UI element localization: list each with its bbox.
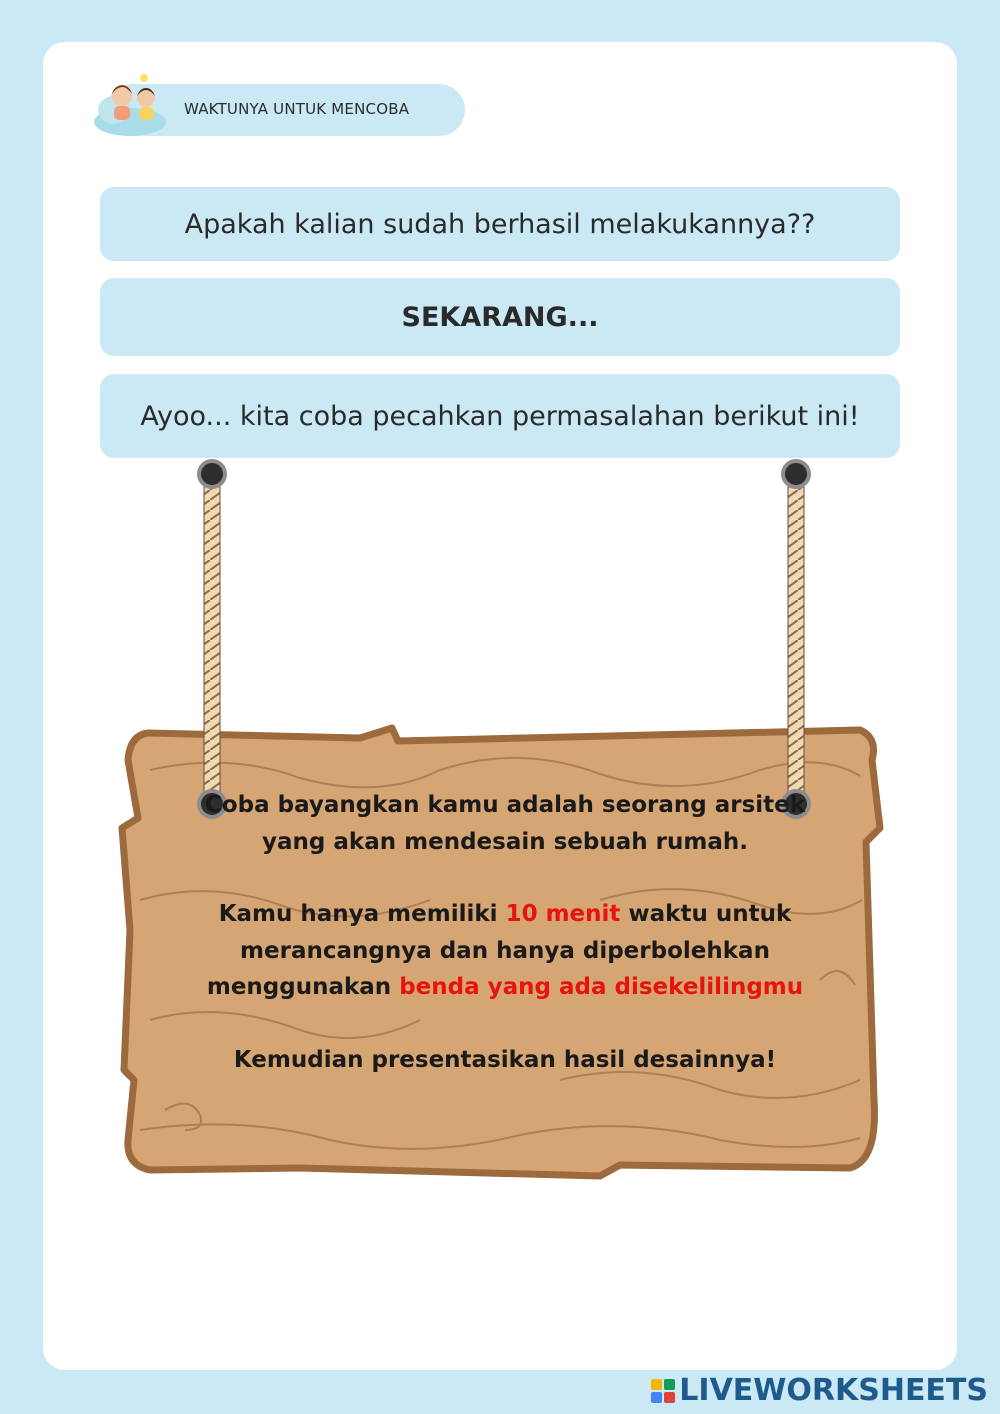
sign-paragraph-1: Coba bayangkan kamu adalah seorang arsitek yang akan mendesain sebuah rumah. — [204, 792, 806, 855]
right-rope — [788, 474, 804, 804]
prompt-text: Ayoo... kita coba pecahkan permasalahan berikut ini! — [140, 400, 860, 432]
sign-paragraph-2 — [180, 896, 830, 1006]
brand-text: LIVEWORKSHEETS — [679, 1373, 988, 1408]
sign-paragraph-3: Kemudian presentasikan hasil desainnya! — [233, 1046, 777, 1073]
top-grommets — [199, 461, 809, 487]
heading-text: SEKARANG... — [401, 301, 599, 333]
time-limit-highlight: 10 menit — [505, 901, 621, 927]
liveworksheets-logo-icon — [651, 1379, 675, 1403]
p2-text-b: waktu untuk merancangnya dan hanya diperbolehkan menggunakan — [206, 901, 792, 1000]
p2-text-a: Kamu hanya memiliki — [218, 901, 506, 927]
liveworksheets-brand[interactable] — [651, 1373, 988, 1408]
header-title: WAKTUNYA UNTUK MENCOBA — [184, 100, 410, 118]
question-text: Apakah kalian sudah berhasil melakukannya?? — [184, 208, 816, 240]
sign-text — [180, 787, 830, 1078]
left-rope — [204, 474, 220, 804]
materials-highlight: benda yang ada disekelilingmu — [399, 974, 804, 1000]
